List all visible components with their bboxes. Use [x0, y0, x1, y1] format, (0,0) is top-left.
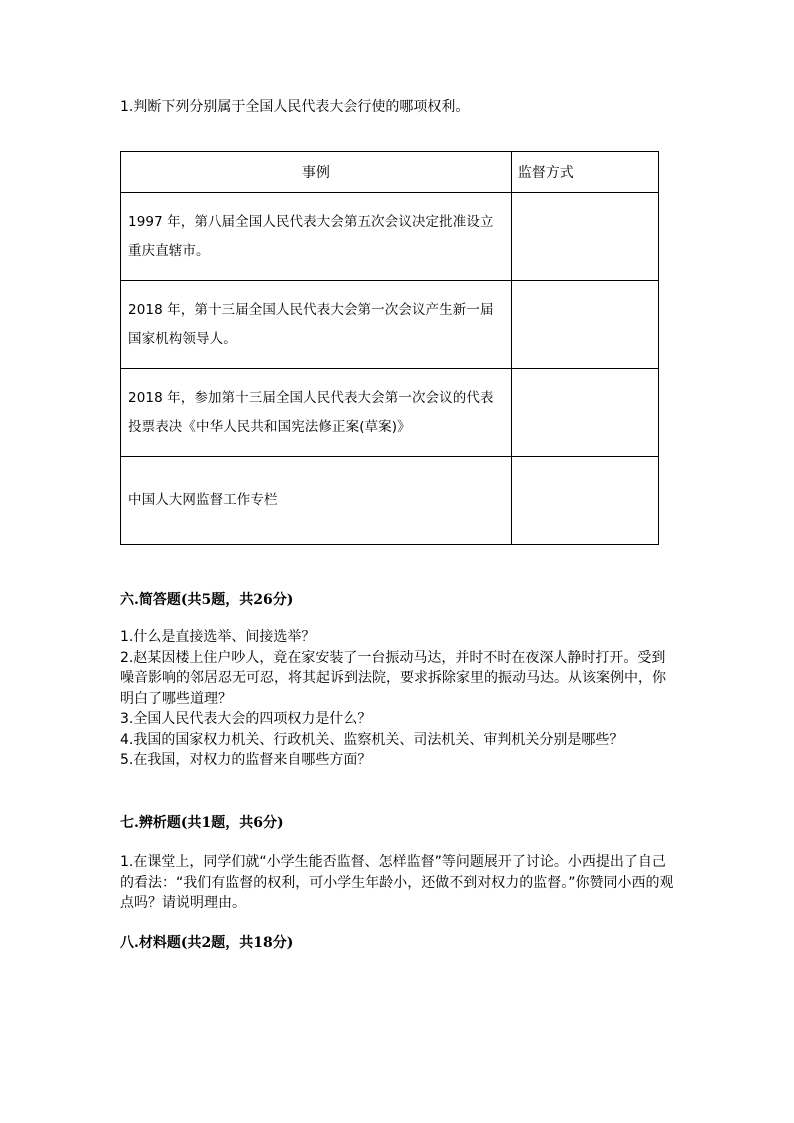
method-answer-cell[interactable]	[511, 369, 658, 457]
header-method: 监督方式	[511, 152, 658, 193]
event-cell: 1997 年，第八届全国人民代表大会第五次会议决定批准设立重庆直辖市。	[121, 193, 512, 281]
table-header-row	[121, 152, 659, 193]
event-cell: 中国人大网监督工作专栏	[121, 457, 512, 545]
question-item: 1.在课堂上，同学们就“小学生能否监督、怎样监督”等问题展开了讨论。小西提出了自己的看法：“我们有监督的权利，可小学生年龄小，还做不到对权力的监督。”你赞同小西的观点吗？请说明理由。	[120, 854, 674, 911]
section-7-title: 七.辨析题(共1题，共6分)	[120, 815, 284, 831]
event-cell: 2018 年，参加第十三届全国人民代表大会第一次会议的代表投票表决《中华人民共和国宪法修正案(草案)》	[121, 369, 512, 457]
event-cell: 2018 年，第十三届全国人民代表大会第一次会议产生新一届国家机构领导人。	[121, 281, 512, 369]
table-row	[121, 281, 659, 369]
question-item: 3.全国人民代表大会的四项权力是什么？	[120, 711, 372, 727]
table-row	[121, 193, 659, 281]
question-item: 1.什么是直接选举、间接选举？	[120, 629, 316, 645]
question-item: 2.赵某因楼上住户吵人，竟在家安装了一台振动马达，并时不时在夜深人静时打开。受到噪音影响的邻居忍无可忍，将其起诉到法院，要求拆除家里的振动马达。从该案例中，你明白了哪些道理？	[120, 649, 666, 707]
intro-question: 1.判断下列分别属于全国人民代表大会行使的哪项权利。	[120, 99, 470, 115]
section-6-questions	[120, 627, 676, 771]
table-row	[121, 369, 659, 457]
question-item: 4.我国的国家权力机关、行政机关、监察机关、司法机关、审判机关分别是哪些？	[120, 731, 624, 748]
section-8-title: 八.材料题(共2题，共18分)	[120, 935, 294, 951]
table-row	[121, 457, 659, 545]
section-6-title: 六.简答题(共5题，共26分)	[120, 592, 294, 608]
section-7-questions	[120, 852, 676, 914]
method-answer-cell[interactable]	[511, 193, 658, 281]
question-item: 5.在我国，对权力的监督来自哪些方面？	[120, 752, 372, 768]
method-answer-cell[interactable]	[511, 457, 658, 545]
answer-table	[120, 151, 659, 545]
header-event: 事例	[121, 152, 512, 193]
method-answer-cell[interactable]	[511, 281, 658, 369]
